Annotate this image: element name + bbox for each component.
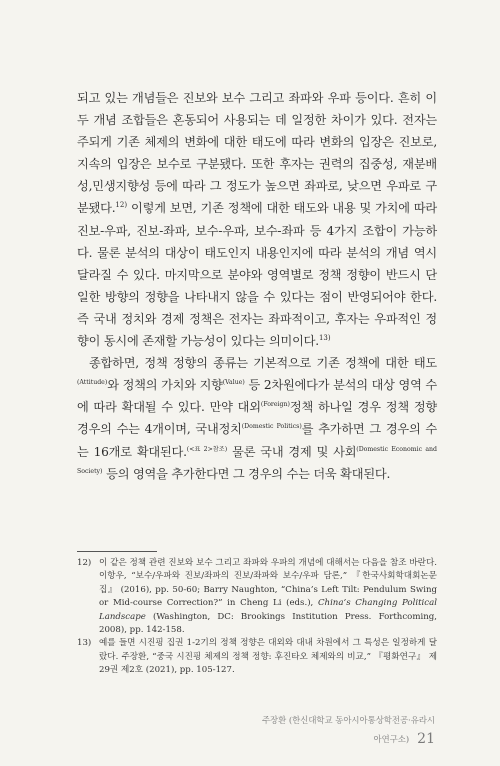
paragraph-1-text-b: 이렇게 보면, 기존 정책에 대한 태도와 내용 및 가치에 따라 진보-우파, 진보-좌파, 보수-우파, 보수-좌파 등 4가지 조합이 가능하다. 물론 분석의 대상이 태도인지 내용인지에 따라 분석의 개념 역시 달라질 수 있다. 마지막으로 분야와 영역별로 정책 정향이 반드시 단일한 방향의 정향을 나타내지 않을 수 있다는 점이 반영되어야 한다. 즉 국내 정치와 경제 정책은 전자는 좌파적이고, 후자는 우파적인 정향이 동시에 존재할 가능성이 있다는 의미이다. — [77, 201, 437, 349]
note-attitude: (Attitude) — [77, 379, 108, 387]
running-footer — [255, 708, 435, 747]
footnote-divider — [77, 551, 157, 552]
footnote-12 — [77, 557, 437, 637]
footnote-13-number: 13) — [77, 638, 92, 649]
page-number: 21 — [417, 731, 435, 747]
footnote-12-text-b: (Washington, DC: Brookings Institution Press. Forthcoming, 2008), pp. 142-158. — [99, 611, 437, 636]
footnote-12-number: 12) — [77, 558, 92, 568]
paragraph-2-text-c: 등 2차원에다가 분석의 대상 영역 수에 따라 확대될 수 있다. 만약 대외 — [77, 378, 437, 415]
note-value: (Value) — [222, 379, 245, 387]
footnote-12-text-a: 이 같은 정책 관련 진보와 보수 그리고 좌파와 우파의 개념에 대해서는 다음을 참조 바란다. 이항우, “보수/우파와 진보/좌파의 진보/좌파와 보수/우파 담론,” 『한국사회학대회논문집』 (2016), pp. 50-60; Barry Naughton, “China’s Left Tilt: Pendulum Swing or Mid-course Correction?” in Cheng Li (eds.), — [99, 558, 437, 609]
footnotes-section — [77, 557, 437, 678]
paragraph-2-text-d: 정책 하나일 경우 정책 정향 경우의 수는 4개이며, 국내정치 — [77, 400, 437, 437]
footnote-12-body — [99, 557, 437, 637]
note-table-reference: (<표 2>참조) — [186, 445, 228, 453]
paragraph-2-text-g: 등의 영역을 추가한다면 그 경우의 수는 더욱 확대된다. — [102, 466, 391, 481]
paragraph-2-text-b: 와 정책의 가치와 지향 — [107, 378, 223, 393]
note-domestic-politics: (Domestic Politics) — [241, 423, 302, 431]
footnote-13-text: 예를 들면 시진핑 집권 1-2기의 정책 정향은 대외와 대내 차원에서 그 특성은 일정하게 달랐다. 주장환, “중국 시진핑 체제의 정책 정향: 후진타오 체제와의 비교,” 『평화연구』 제29권 제2호 (2021), pp. 105-127. — [99, 638, 437, 676]
paragraph-2 — [77, 352, 437, 485]
paragraph-2-text-a: 종합하면, 정책 정향의 종류는 기본적으로 기존 정책에 대한 태도 — [89, 356, 437, 371]
paragraph-1 — [77, 87, 437, 352]
footnote-13 — [77, 637, 437, 677]
paragraph-2-text-e: 를 추가하면 그 경우의 수는 16개로 확대된다. — [77, 422, 437, 459]
note-domestic-economic-society: (Domestic Economic and Society) — [77, 445, 437, 475]
footnote-ref-12[interactable]: 12) — [115, 201, 128, 210]
footnote-ref-13[interactable]: 13) — [318, 333, 331, 342]
footer-author-affiliation: 주장환 (한신대학교 동아시아통상학전공·유라시아연구소) — [261, 715, 435, 744]
note-foreign: (Foreign) — [260, 401, 290, 409]
paragraph-1-text-a: 되고 있는 개념들은 진보와 보수 그리고 좌파와 우파 등이다. 흔히 이두 개념 조합들은 혼동되어 사용되는 데 일정한 차이가 있다. 전자는주되게 기존 체제의 변화에 대한 태도에 따라 변화의 입장은 진보로,지속의 입장은 보수로 구분됐다. 또한 후자는 권력의 집중성, 재분배성,민생지향성 등에 따라 그 정도가 높으면 좌파로, 낮으면 우파로 구분됐다. — [77, 91, 437, 216]
main-body-text — [77, 87, 437, 485]
paragraph-2-text-f: 물론 국내 경제 및 사회 — [227, 444, 357, 459]
footnote-12-book-title: China’s Changing Political Landscape — [99, 598, 437, 622]
